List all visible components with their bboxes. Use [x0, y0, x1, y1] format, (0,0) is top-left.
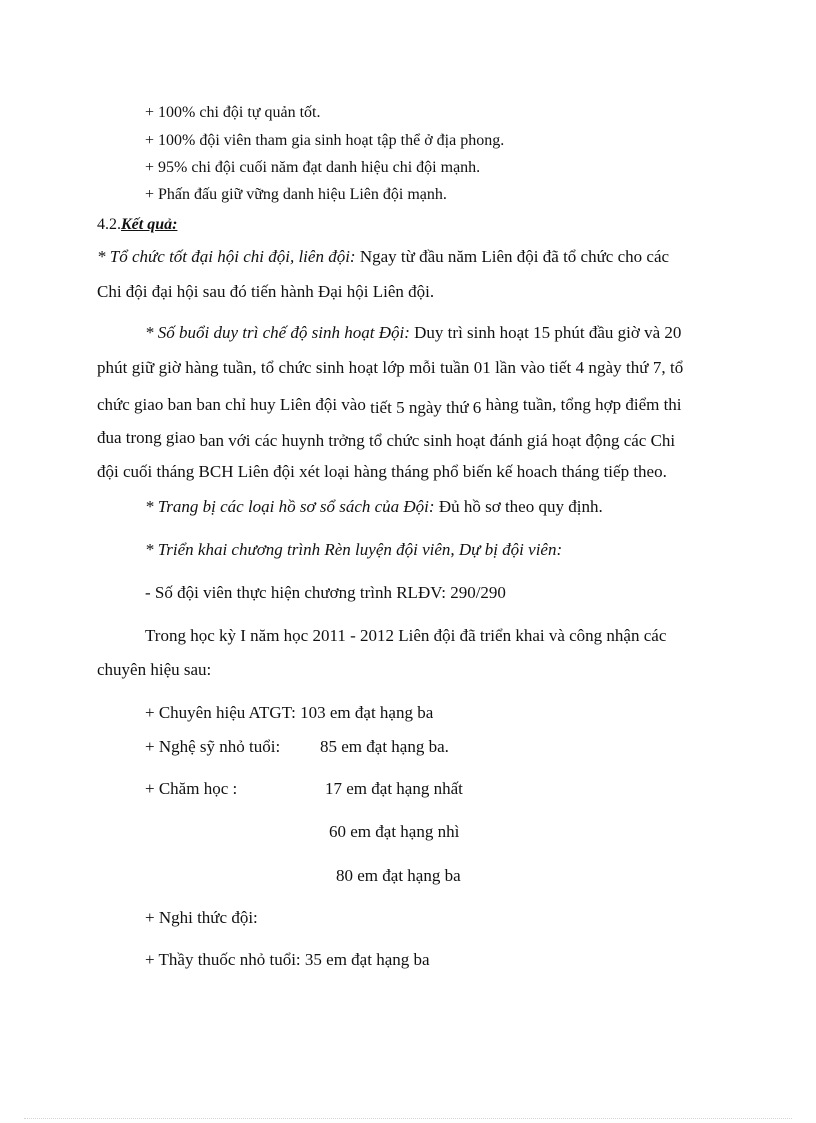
paragraph-text: Đủ hồ sơ theo quy định. — [434, 497, 603, 516]
badge-item — [145, 950, 430, 970]
rldv-line: - Số đội viên thực hiện chương trình RLĐV: 290/290 — [145, 583, 506, 602]
badge-result: 80 em đạt hạng ba — [336, 866, 461, 885]
badge-result: 17 em đạt hạng nhất — [325, 779, 463, 798]
paragraph-text: hàng tuần, tổng hợp điểm thi — [485, 395, 682, 414]
section-number: 4.2. — [97, 216, 121, 233]
badge-result: 35 em đạt hạng ba — [304, 950, 430, 969]
paragraph-text: đua trong giao — [97, 428, 196, 447]
paragraph-2-line-1 — [145, 323, 681, 343]
paragraph-text: Duy trì sinh hoạt 15 phút đầu giờ và 20 — [409, 323, 682, 342]
paragraph-5-line-1: Trong học kỳ I năm học 2011 - 2012 Liên đội đã triển khai và công nhận các — [145, 626, 667, 645]
badge-label: + Chăm học : — [145, 779, 238, 798]
paragraph-text: ban với các huynh trởng tổ chức sinh hoạt đánh giá hoạt động các Chi — [199, 431, 676, 450]
badge-item — [145, 737, 280, 757]
paragraph-lead: * Số buổi duy trì chế độ sinh hoạt Đội: — [145, 323, 410, 342]
paragraph-text: tiết 5 ngày thứ 6 — [370, 398, 482, 417]
paragraph-lead: * Trang bị các loại hồ sơ sổ sách của Đội: — [145, 497, 435, 516]
badge-label: + Chuyên hiệu ATGT: — [145, 703, 296, 722]
section-heading — [97, 215, 177, 235]
paragraph-lead: * Tổ chức tốt đại hội chi đội, liên đội: — [97, 247, 356, 266]
paragraph-2-line-2: phút giữ giờ hàng tuần, tổ chức sinh hoạt lớp mỗi tuần 01 lần vào tiết 4 ngày thứ 7, tổ — [97, 358, 684, 377]
paragraph-text: Ngay từ đầu năm Liên đội đã tổ chức cho các — [355, 247, 670, 266]
badge-item — [145, 703, 433, 723]
page-bottom-divider — [24, 1118, 792, 1119]
badge-result: 103 em đạt hạng ba — [300, 703, 434, 722]
target-item: + Phấn đấu giữ vững danh hiệu Liên đội mạnh. — [145, 186, 447, 203]
badge-result: 60 em đạt hạng nhì — [329, 822, 460, 841]
target-item: + 100% đội viên tham gia sinh hoạt tập thể ở địa phong. — [145, 132, 505, 149]
paragraph-2-line-4 — [97, 428, 676, 451]
badge-item — [145, 908, 258, 928]
badge-label: + Nghệ sỹ nhỏ tuổi: — [145, 737, 281, 756]
paragraph-1-line-2: Chi đội đại hội sau đó tiến hành Đại hội Liên đội. — [97, 282, 435, 301]
badge-label: + Thầy thuốc nhỏ tuổi: — [145, 950, 301, 969]
badge-result: 85 em đạt hạng ba. — [320, 737, 449, 756]
paragraph-text: chức giao ban ban chỉ huy Liên đội vào — [97, 395, 366, 414]
paragraph-3 — [145, 497, 603, 517]
target-item: + 95% chi đội cuối năm đạt danh hiệu chi đội mạnh. — [145, 159, 481, 176]
badge-label: + Nghi thức đội: — [145, 908, 258, 927]
badge-item — [145, 779, 237, 799]
paragraph-1-line-1 — [97, 247, 669, 267]
paragraph-4: * Triển khai chương trình Rèn luyện đội viên, Dự bị đội viên: — [145, 540, 563, 559]
section-title: Kết quả: — [121, 216, 178, 233]
target-item: + 100% chi đội tự quản tốt. — [145, 104, 321, 121]
paragraph-2-line-5: đội cuối tháng BCH Liên đội xét loại hàng tháng phổ biến kế hoach tháng tiếp theo. — [97, 462, 667, 481]
paragraph-2-line-3 — [97, 395, 682, 415]
paragraph-5-line-2: chuyên hiệu sau: — [97, 660, 212, 679]
